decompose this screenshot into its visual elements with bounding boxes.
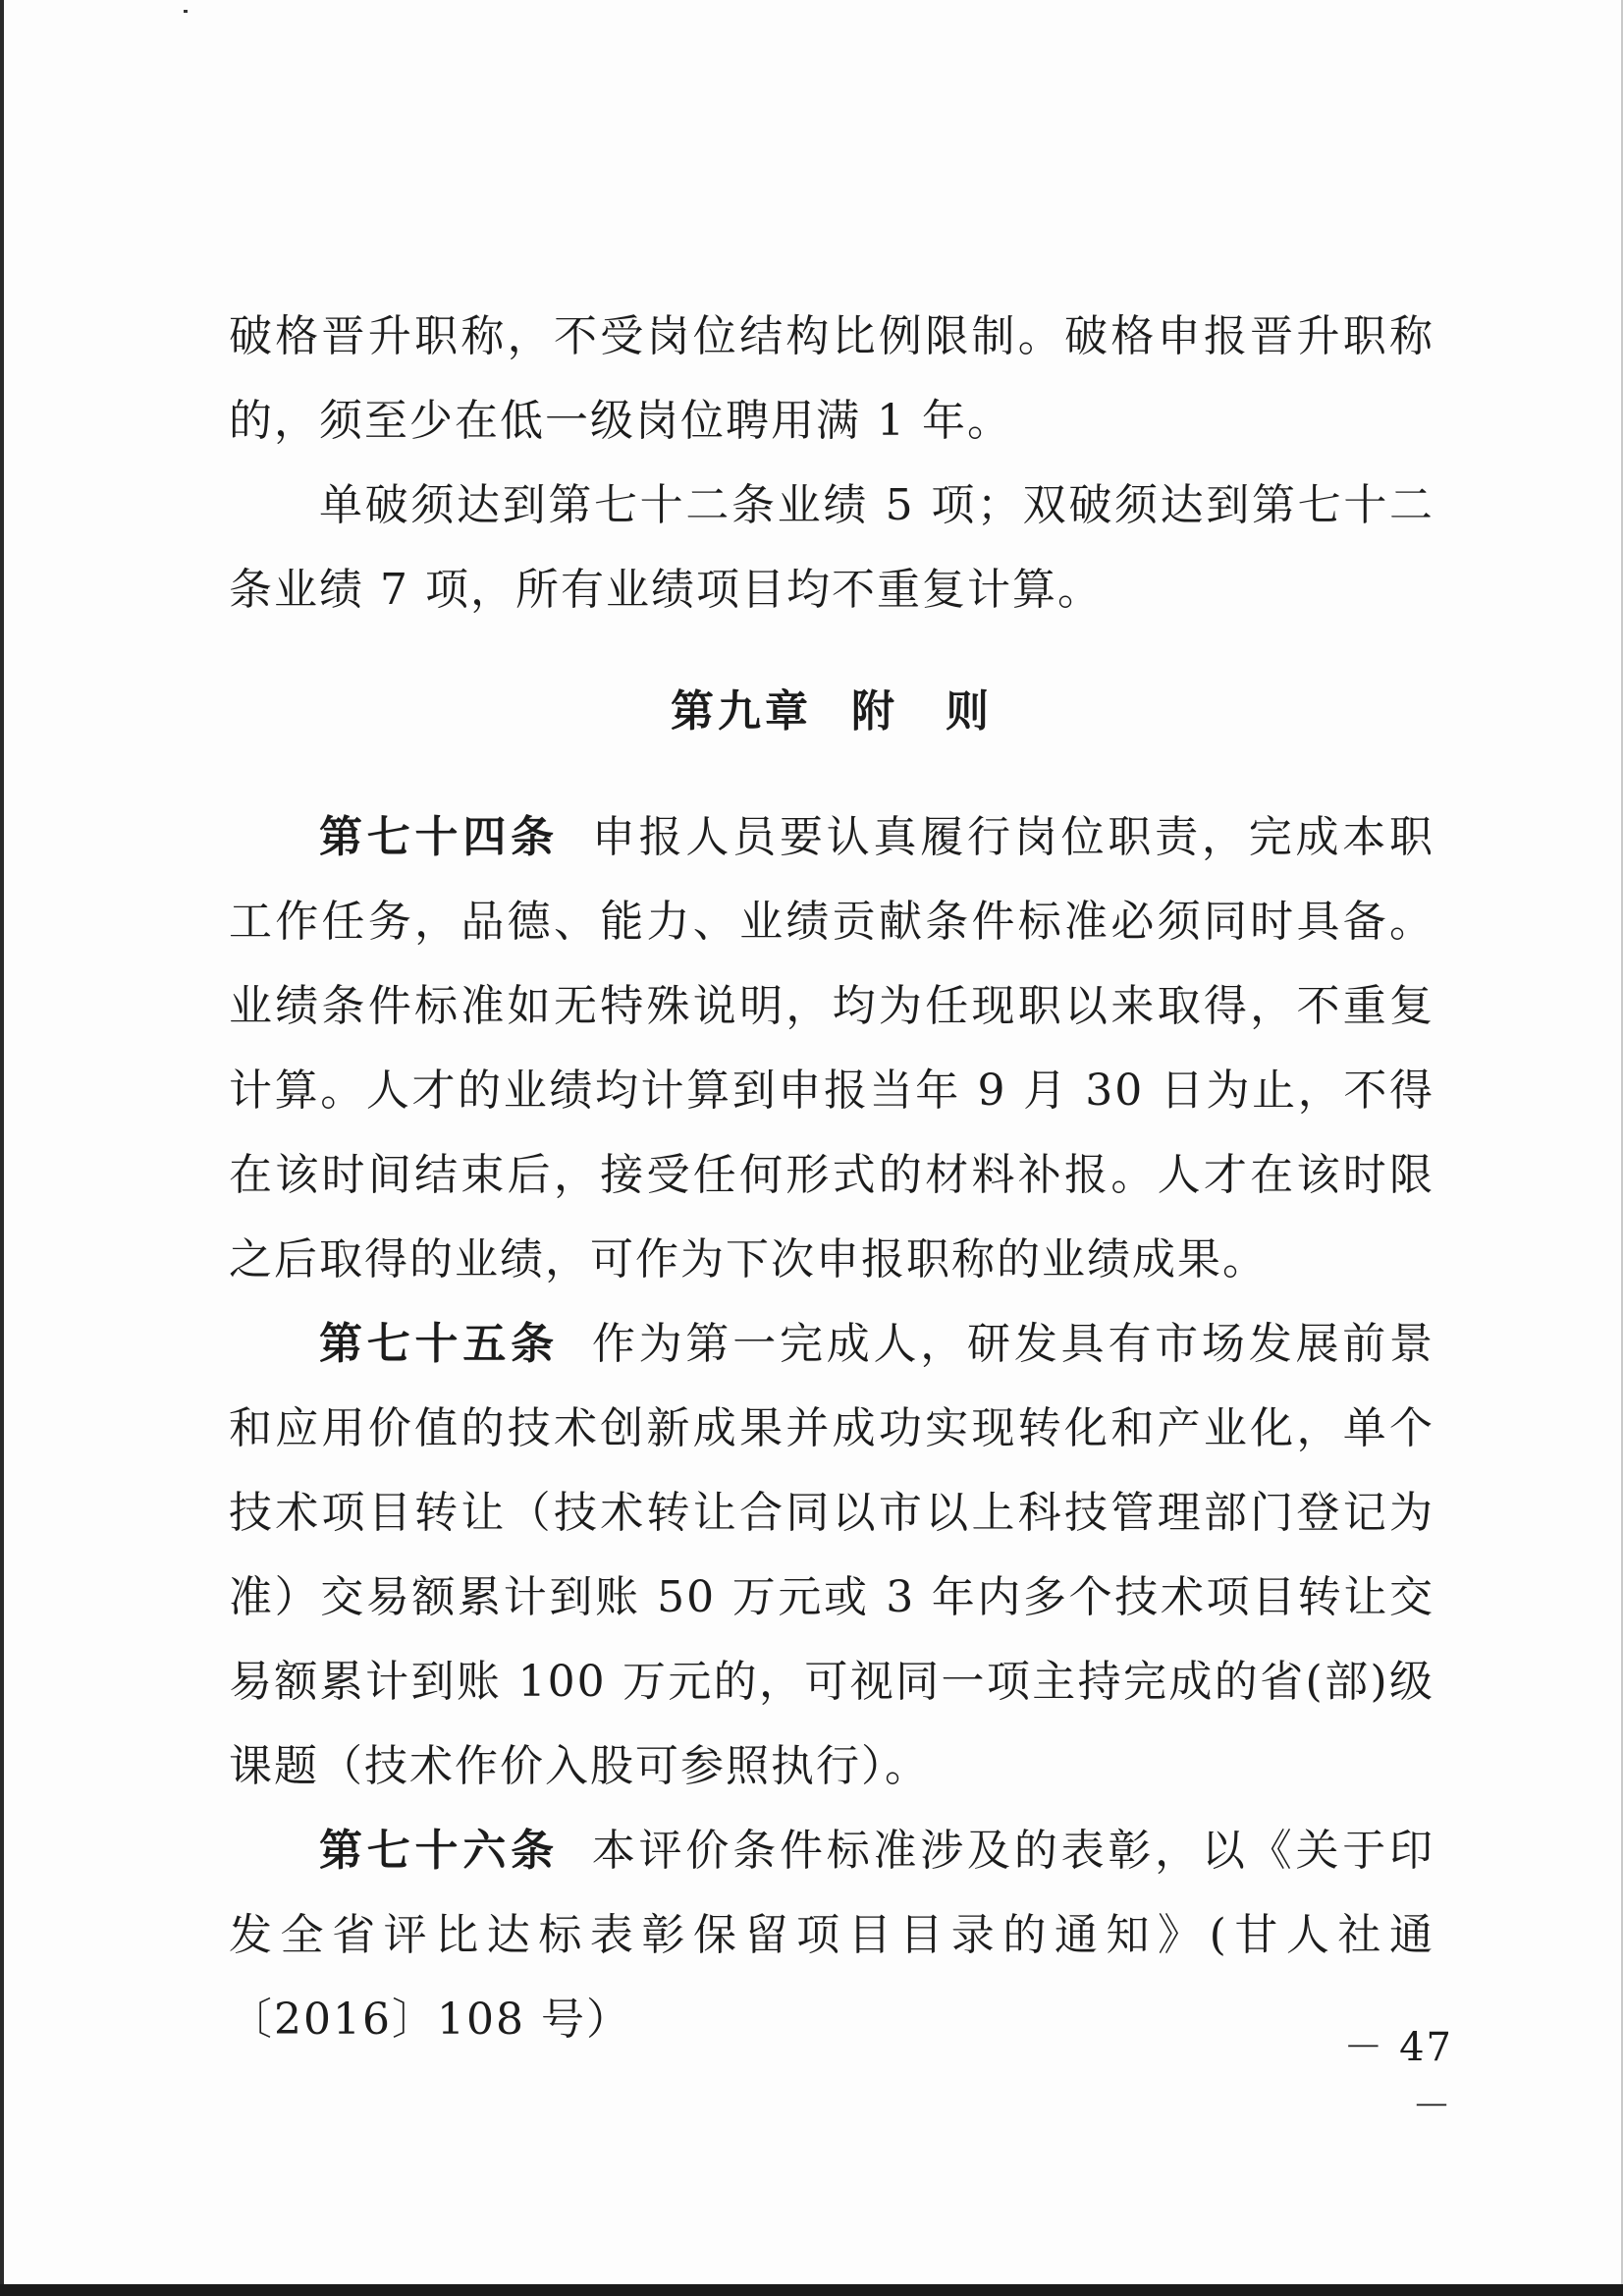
article-label: 第七十四条 <box>319 812 559 862</box>
article-label: 第七十五条 <box>319 1319 559 1369</box>
chapter-number: 第九章 <box>671 686 812 737</box>
article-text: 作为第一完成人，研发具有市场发展前景和应用价值的技术创新成果并成功实现转化和产业化，单个技术项目转让（技术转让合同以市以上科技管理部门登记为准）交易额累计到账 50 万元或 3 年内多个技术项目转让交易额累计到账 100 万元的，可视同一项主持完成的省(部)级课题（技术作价入股可参照执行）。 <box>229 1319 1435 1791</box>
article-76 <box>229 1809 1434 2062</box>
article-label: 第七十六条 <box>319 1826 559 1876</box>
paragraph-break-promotion: 破格晋升职称，不受岗位结构比例限制。破格申报晋升职称的，须至少在低一级岗位聘用满 1 年。 <box>229 311 1434 446</box>
scan-speck <box>184 10 188 13</box>
article-text: 申报人员要认真履行岗位职责，完成本职工作任务，品德、能力、业绩贡献条件标准必须同时具备。业绩条件标准如无特殊说明，均为任现职以来取得，不重复计算。人才的业绩均计算到申报当年 9 月 30 日为止，不得在该时间结束后，接受任何形式的材料补报。人才在该时限之后取得的业绩，可作为下次申报职称的业绩成果。 <box>229 812 1435 1285</box>
chapter-title <box>229 678 1434 746</box>
article-75 <box>229 1302 1434 1809</box>
paragraph-achievement-requirements: 单破须达到第七十二条业绩 5 项；双破须达到第七十二条业绩 7 项，所有业绩项目均不重复计算。 <box>229 480 1434 615</box>
article-74 <box>229 795 1434 1302</box>
article-text: 本评价条件标准涉及的表彰，以《关于印发全省评比达标表彰保留项目目录的通知》(甘人社通〔2016〕108 号） <box>229 1826 1435 2045</box>
scan-edge-left <box>0 0 4 2296</box>
page-number: － 47 － <box>1343 2025 1453 2129</box>
chapter-name: 附 则 <box>851 686 993 737</box>
scan-edge-bottom <box>0 2284 1623 2296</box>
